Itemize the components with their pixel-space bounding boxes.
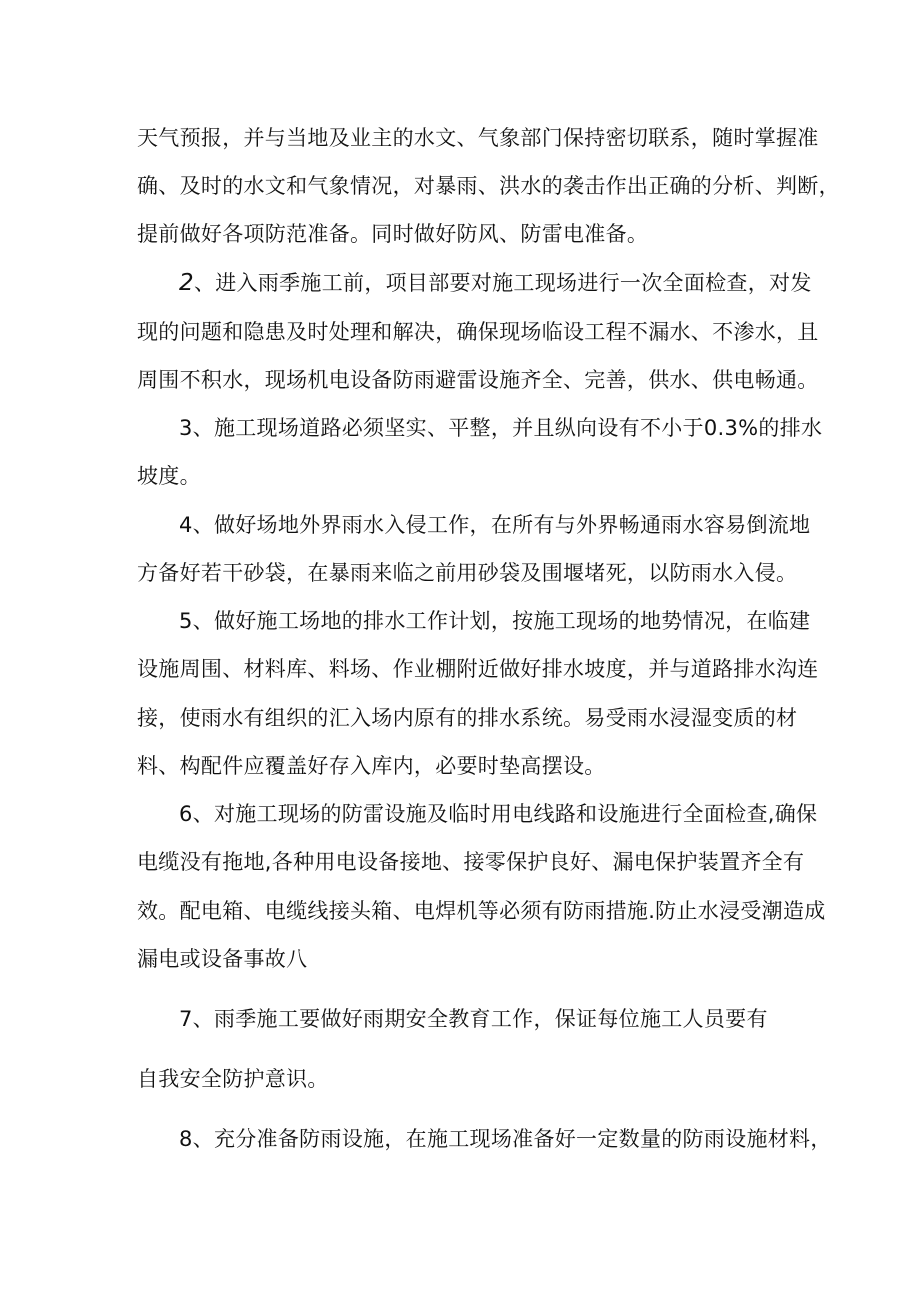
text-line: 电缆没有拖地,各种用电设备接地、接零保护良好、漏电保护装置齐全有 [137,850,805,874]
paragraph-3-first-line: 3、施工现场道路必须坚实、平整，并且纵向设有不小于0.3%的排水 [179,416,823,440]
text-line: 料、构配件应覆盖好存入库内，必要时垫高摆设。 [137,754,606,778]
paragraph-number: 2 [179,270,194,296]
text-line: 自我安全防护意识。 [137,1067,329,1091]
text-line: 方备好若干砂袋，在暴雨来临之前用砂袋及围堰堵死，以防雨水入侵。 [137,561,798,585]
text-line: 天气预报，并与当地及业主的水文、气象部门保持密切联系，随时掌握准 [137,126,819,150]
text-line: 设施周围、材料库、料场、作业棚附近做好排水坡度，并与道路排水沟连 [137,657,819,681]
paragraph-7-first-line: 7、雨季施工要做好雨期安全教育工作，保证每位施工人员要有 [179,1007,768,1031]
paragraph-6-first-line: 6、对施工现场的防雷设施及临时用电线路和设施进行全面检查,确保 [179,802,818,826]
paragraph-5-first-line: 5、做好施工场地的排水工作计划，按施工现场的地势情况，在临建 [179,609,811,633]
text-line: 现的问题和隐患及时处理和解决，确保现场临设工程不漏水、不渗水，且 [137,320,819,344]
text-line: 接，使雨水有组织的汇入场内原有的排水系统。易受雨水浸湿变质的材 [137,706,798,730]
text-line: 坡度。 [137,464,201,488]
text-line: 提前做好各项防范准备。同时做好防风、防雷电准备。 [137,222,649,246]
paragraph-8-first-line: 8、充分准备防雨设施，在施工现场准备好一定数量的防雨设施材料， [179,1127,832,1151]
text-line: 漏电或设备事故八 [137,947,308,971]
text-line: 周围不积水，现场机电设备防雨避雷设施齐全、完善，供水、供电畅通。 [137,368,819,392]
text-line: 效。配电箱、电缆线接头箱、电焊机等必须有防雨措施.防止水浸受潮造成 [137,899,826,923]
text-span: 、进入雨季施工前，项目部要对施工现场进行一次全面检查，对发 [193,271,812,295]
paragraph-4-first-line: 4、做好场地外界雨水入侵工作，在所有与外界畅通雨水容易倒流地 [179,513,811,537]
paragraph-2-first-line [0,268,920,298]
text-line: 确、及时的水文和气象情况，对暴雨、洪水的袭击作出正确的分析、判断， [137,174,840,198]
